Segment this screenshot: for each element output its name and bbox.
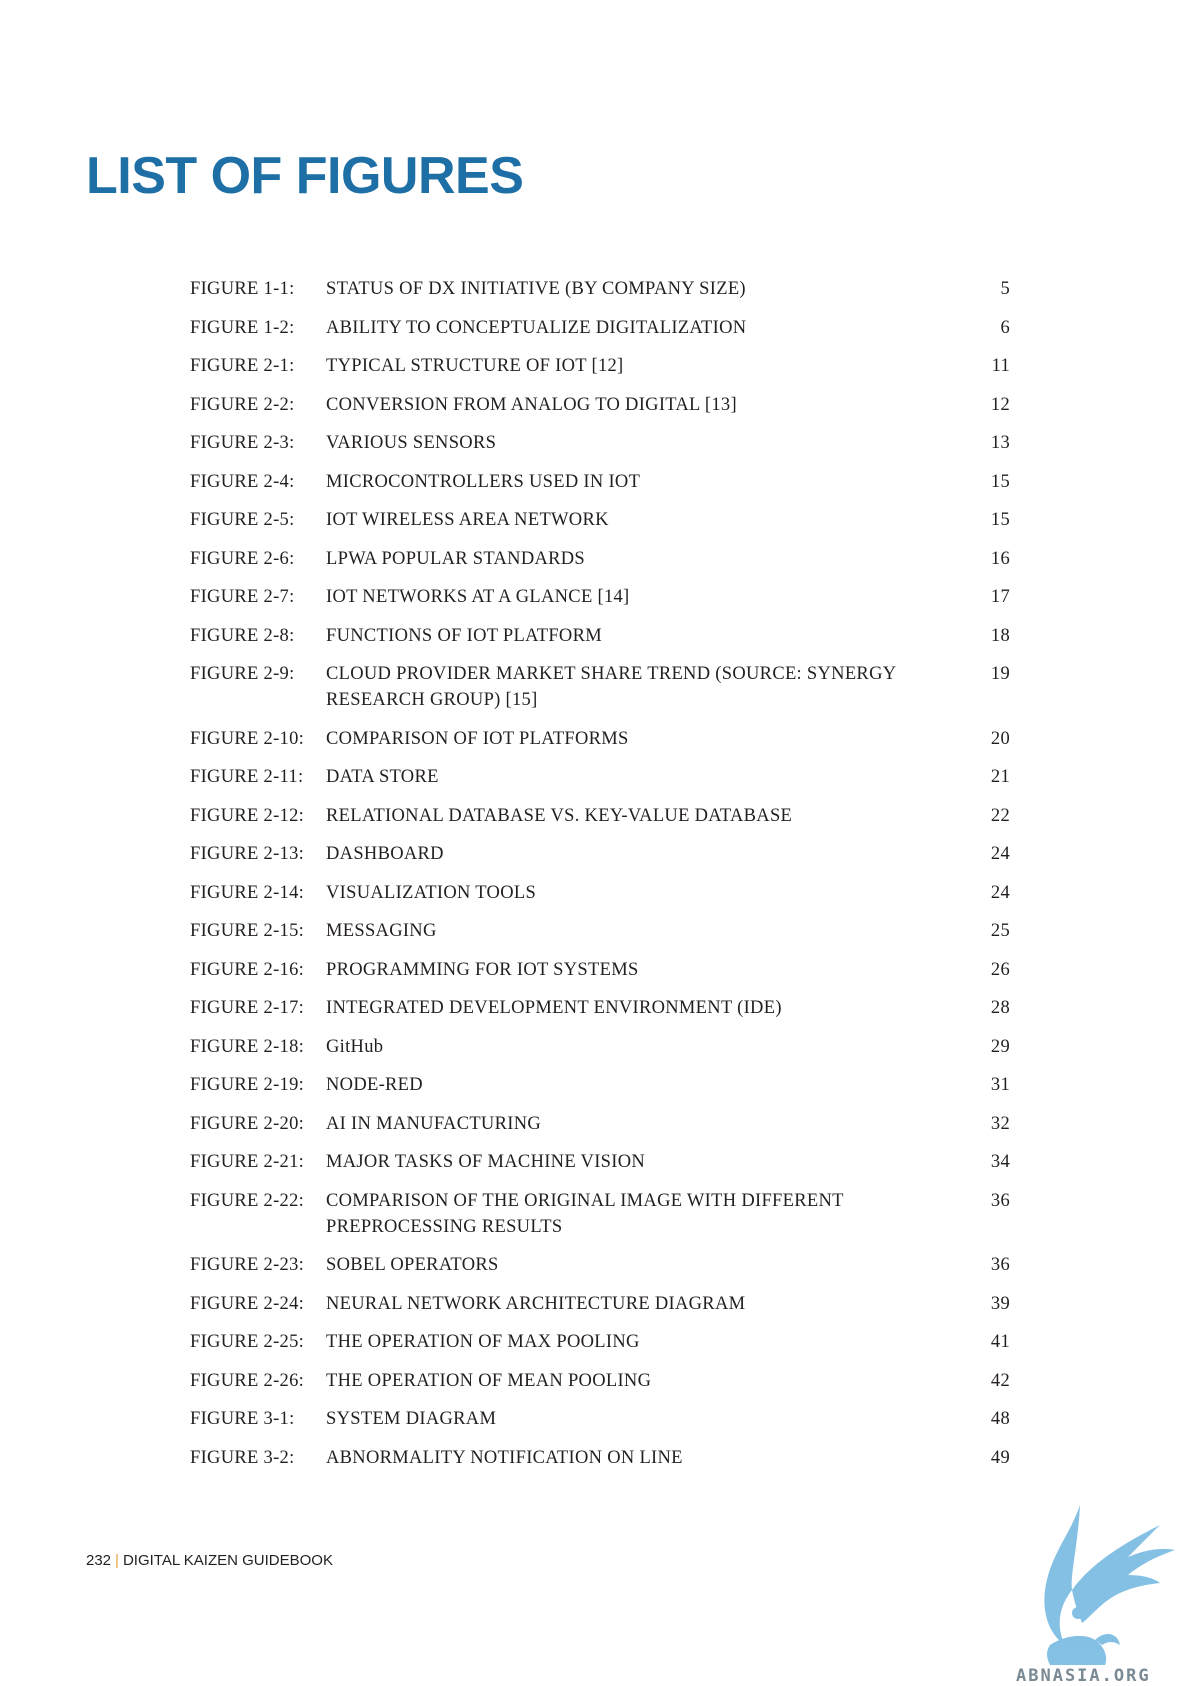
figure-page-number: 19 — [990, 664, 1010, 684]
figure-page-number: 18 — [990, 625, 1010, 646]
figure-label: FIGURE 2-17: — [190, 998, 305, 1018]
figure-entry — [190, 1252, 1010, 1291]
figure-label: FIGURE 2-13: — [190, 844, 305, 864]
figure-title: MICROCONTROLLERS USED IN IOT — [326, 471, 641, 492]
figure-page-number: 13 — [990, 433, 1010, 453]
figure-page-number: 28 — [990, 998, 1010, 1018]
figure-label: FIGURE 2-10: — [190, 728, 305, 749]
figure-title: INTEGRATED DEVELOPMENT ENVIRONMENT (IDE) — [326, 998, 782, 1018]
figure-label: FIGURE 2-26: — [190, 1370, 305, 1391]
figure-title: MESSAGING — [326, 921, 437, 941]
figure-page-number: 24 — [990, 844, 1010, 864]
figure-label: FIGURE 3-1: — [190, 1409, 295, 1429]
figure-title: LPWA POPULAR STANDARDS — [326, 548, 586, 569]
figure-title: STATUS OF DX INITIATIVE (BY COMPANY SIZE) — [326, 279, 746, 299]
figure-page-number: 15 — [990, 510, 1010, 530]
footer-page-number: 232 — [86, 1552, 112, 1569]
figure-page-number: 29 — [990, 1036, 1010, 1057]
footer-separator: | — [115, 1552, 119, 1569]
figure-page-number: 25 — [990, 921, 1010, 941]
figure-label: FIGURE 3-2: — [190, 1447, 295, 1468]
figure-label: FIGURE 2-4: — [190, 471, 295, 492]
figure-page-number: 6 — [1000, 317, 1010, 338]
figure-label: FIGURE 2-11: — [190, 767, 304, 787]
figure-entry — [190, 623, 1010, 662]
figure-label: FIGURE 2-18: — [190, 1036, 305, 1057]
figure-title: NODE-RED — [326, 1075, 423, 1095]
figure-title: NEURAL NETWORK ARCHITECTURE DIAGRAM — [326, 1293, 746, 1314]
figure-title: DATA STORE — [326, 767, 439, 787]
figure-title: ABILITY TO CONCEPTUALIZE DIGITALIZATION — [326, 317, 747, 338]
figure-entry — [190, 1034, 1010, 1073]
figure-label: FIGURE 2-19: — [190, 1075, 305, 1095]
figure-entry — [190, 1149, 1010, 1188]
footer-book-title: DIGITAL KAIZEN GUIDEBOOK — [122, 1552, 333, 1569]
figure-title: GitHub — [326, 1036, 384, 1057]
figure-page-number: 22 — [990, 805, 1010, 826]
figure-entry — [190, 353, 1010, 392]
figure-entry — [190, 507, 1010, 546]
figure-title: PROGRAMMING FOR IOT SYSTEMS — [326, 959, 639, 980]
figure-title: SYSTEM DIAGRAM — [326, 1409, 497, 1429]
figure-entry — [190, 392, 1010, 431]
figure-entry — [190, 880, 1010, 919]
figure-page-number: 11 — [991, 356, 1010, 376]
figure-entry — [190, 995, 1010, 1034]
figure-entry — [190, 1445, 1010, 1484]
figure-entry — [190, 469, 1010, 508]
page-title: LIST OF FIGURES — [86, 147, 524, 205]
figure-page-number: 17 — [990, 587, 1010, 607]
figure-entry — [190, 841, 1010, 880]
figure-page-number: 5 — [1000, 279, 1010, 299]
figure-page-number: 26 — [990, 959, 1010, 980]
figure-page-number: 36 — [990, 1255, 1010, 1275]
figure-entry — [190, 661, 1010, 726]
figure-title: COMPARISON OF THE ORIGINAL IMAGE WITH DIFFERENT PREPROCESSING RESULTS — [326, 1190, 844, 1237]
phoenix-logo-icon — [1010, 1495, 1190, 1675]
figure-page-number: 16 — [990, 548, 1010, 569]
figure-label: FIGURE 2-3: — [190, 433, 295, 453]
figure-title: VARIOUS SENSORS — [326, 433, 497, 453]
figure-entry — [190, 1188, 1010, 1253]
figure-title: COMPARISON OF IOT PLATFORMS — [326, 728, 629, 749]
figure-entry — [190, 276, 1010, 315]
figure-title: IOT WIRELESS AREA NETWORK — [326, 510, 609, 530]
figure-entry — [190, 918, 1010, 957]
figure-page-number: 49 — [990, 1447, 1010, 1468]
figure-title: THE OPERATION OF MAX POOLING — [326, 1332, 640, 1352]
figure-page-number: 42 — [990, 1370, 1010, 1391]
figure-page-number: 32 — [990, 1113, 1010, 1134]
figure-label: FIGURE 2-14: — [190, 882, 305, 903]
figure-label: FIGURE 2-20: — [190, 1113, 305, 1134]
page-footer — [86, 1552, 333, 1569]
figure-title: ABNORMALITY NOTIFICATION ON LINE — [326, 1447, 683, 1468]
figure-page-number: 36 — [990, 1190, 1010, 1211]
figure-entry — [190, 764, 1010, 803]
figure-title: THE OPERATION OF MEAN POOLING — [326, 1370, 652, 1391]
figure-label: FIGURE 2-22: — [190, 1190, 305, 1211]
figure-label: FIGURE 2-9: — [190, 664, 295, 684]
figure-label: FIGURE 2-5: — [190, 510, 295, 530]
figure-page-number: 41 — [990, 1332, 1010, 1352]
figure-title: CONVERSION FROM ANALOG TO DIGITAL [13] — [326, 394, 737, 415]
figure-title: RELATIONAL DATABASE VS. KEY-VALUE DATABASE — [326, 805, 793, 826]
figure-title: IOT NETWORKS AT A GLANCE [14] — [326, 587, 630, 607]
figure-title: TYPICAL STRUCTURE OF IOT [12] — [326, 356, 624, 376]
figure-page-number: 34 — [990, 1152, 1010, 1172]
watermark-text: ABNASIA.ORG — [1016, 1666, 1151, 1686]
figure-label: FIGURE 2-16: — [190, 959, 305, 980]
figure-title: AI IN MANUFACTURING — [326, 1113, 542, 1134]
figure-title: MAJOR TASKS OF MACHINE VISION — [326, 1152, 646, 1172]
figure-entry — [190, 1111, 1010, 1150]
figure-entry — [190, 1368, 1010, 1407]
figure-page-number: 20 — [990, 728, 1010, 749]
figure-page-number: 24 — [990, 882, 1010, 903]
figure-label: FIGURE 2-7: — [190, 587, 295, 607]
figure-label: FIGURE 2-1: — [190, 356, 295, 376]
figure-label: FIGURE 2-24: — [190, 1293, 305, 1314]
figure-entry — [190, 315, 1010, 354]
figure-page-number: 31 — [990, 1075, 1010, 1095]
figure-page-number: 48 — [990, 1409, 1010, 1429]
figure-entry — [190, 546, 1010, 585]
figure-entry — [190, 726, 1010, 765]
figure-label: FIGURE 2-21: — [190, 1152, 305, 1172]
figure-title: CLOUD PROVIDER MARKET SHARE TREND (SOURCE: SYNERGY RESEARCH GROUP) [15] — [326, 664, 896, 710]
figure-label: FIGURE 2-25: — [190, 1332, 305, 1352]
figure-label: FIGURE 2-8: — [190, 625, 295, 646]
figure-label: FIGURE 2-6: — [190, 548, 295, 569]
figure-page-number: 39 — [990, 1293, 1010, 1314]
figure-label: FIGURE 2-23: — [190, 1255, 305, 1275]
figure-page-number: 15 — [990, 471, 1010, 492]
figure-entry — [190, 1329, 1010, 1368]
figure-entry — [190, 957, 1010, 996]
figure-title: DASHBOARD — [326, 844, 444, 864]
figure-label: FIGURE 1-2: — [190, 317, 295, 338]
figure-title: SOBEL OPERATORS — [326, 1255, 499, 1275]
figure-entry — [190, 584, 1010, 623]
figure-entry — [190, 1072, 1010, 1111]
figure-entry — [190, 1406, 1010, 1445]
figure-page-number: 12 — [990, 394, 1010, 415]
figure-page-number: 21 — [990, 767, 1010, 787]
figure-title: VISUALIZATION TOOLS — [326, 882, 537, 903]
figure-label: FIGURE 2-12: — [190, 805, 305, 826]
figure-entry — [190, 803, 1010, 842]
figure-title: FUNCTIONS OF IOT PLATFORM — [326, 625, 602, 646]
figure-entry — [190, 430, 1010, 469]
figure-list — [190, 276, 1010, 1483]
figure-label: FIGURE 2-2: — [190, 394, 295, 415]
figure-label: FIGURE 1-1: — [190, 279, 295, 299]
figure-label: FIGURE 2-15: — [190, 921, 305, 941]
figure-entry — [190, 1291, 1010, 1330]
